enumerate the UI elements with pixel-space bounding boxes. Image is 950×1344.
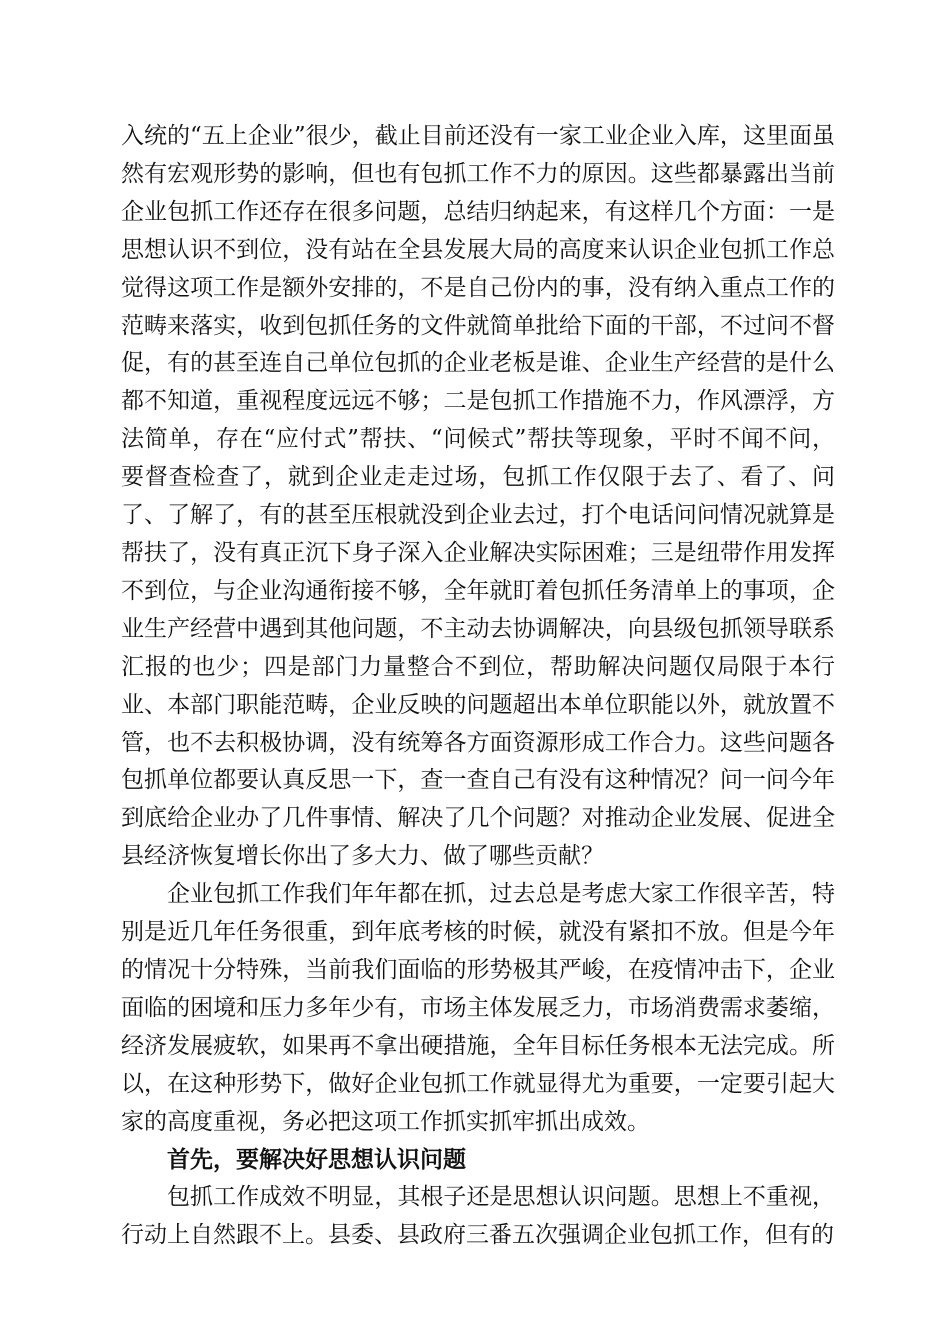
paragraph-body: 包抓工作成效不明显，其根子还是思想认识问题。思想上不重视，行动上自然跟不上。县委、县政府三番五次强调企业包抓工作，但有的 <box>121 1184 835 1249</box>
section-heading: 首先，要解决好思想认识问题 <box>167 1146 466 1174</box>
paragraph-body: 企业包抓工作我们年年都在抓，过去总是考虑大家工作很辛苦，特别是近几年任务很重，到年底考核的时候，就没有紧扣不放。但是今年的情况十分特殊，当前我们面临的形势极其严峻，在疫情冲击下，企业面临的困境和压力多年少有，市场主体发展乏力，市场消费需求萎缩，经济发展疲软，如果再不拿出硬措施，全年目标任务根本无法完成。所以，在这种形势下，做好企业包抓工作就显得尤为重要，一定要引起大家的高度重视，务必把这项工作抓实抓牢抓出成效。 <box>121 881 835 1135</box>
document-body <box>121 118 835 1255</box>
paragraph-continuation: 入统的“五上企业”很少，截止目前还没有一家工业企业入库，这里面虽然有宏观形势的影响，但也有包抓工作不力的原因。这些都暴露出当前企业包抓工作还存在很多问题，总结归纳起来，有这样几个方面：一是思想认识不到位，没有站在全县发展大局的高度来认识企业包抓工作总觉得这项工作是额外安排的，不是自己份内的事，没有纳入重点工作的范畴来落实，收到包抓任务的文件就简单批给下面的干部，不过问不督促，有的甚至连自己单位包抓的企业老板是谁、企业生产经营的是什么都不知道，重视程度远远不够；二是包抓工作措施不力，作风漂浮，方法简单，存在“应付式”帮扶、“问候式”帮扶等现象，平时不闻不问，要督查检查了，就到企业走走过场，包抓工作仅限于去了、看了、问了、了解了，有的甚至压根就没到企业去过，打个电话问问情况就算是帮扶了，没有真正沉下身子深入企业解决实际困难；三是纽带作用发挥不到位，与企业沟通衔接不够，全年就盯着包抓任务清单上的事项，企业生产经营中遇到其他问题，不主动去协调解决，向县级包抓领导联系汇报的也少；四是部门力量整合不到位，帮助解决问题仅局限于本行业、本部门职能范畴，企业反映的问题超出本单位职能以外，就放置不管，也不去积极协调，没有统筹各方面资源形成工作合力。这些问题各包抓单位都要认真反思一下，查一查自己有没有这种情况？问一问今年到底给企业办了几件事情、解决了几个问题？对推动企业发展、促进全县经济恢复增长你出了多大力、做了哪些贡献？ <box>121 123 835 870</box>
